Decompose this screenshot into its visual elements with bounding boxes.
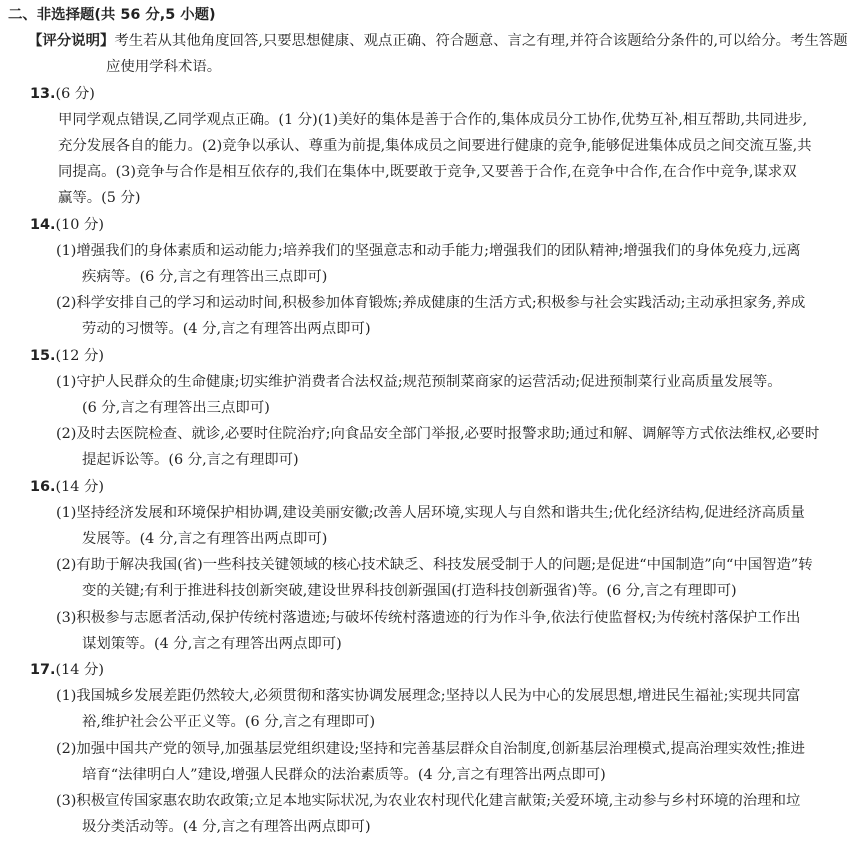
scoring-note-line [8, 28, 851, 54]
scoring-note-tag: 【评分说明】 [28, 33, 115, 50]
answer-line: (2)科学安排自己的学习和运动时间,积极参加体育锻炼;养成健康的生活方式;积极参与社会实践活动;主动承担家务,养成 [56, 295, 806, 312]
question-number: 17. [30, 662, 56, 679]
answer-line: 提起诉讼等。(6 分,言之有理即可) [82, 452, 299, 469]
question-header [8, 212, 851, 238]
scoring-note-continuation: 应使用学科术语。 [106, 59, 222, 76]
question-score: (6 分) [55, 85, 95, 102]
answer-line: (1)增强我们的身体素质和运动能力;培养我们的坚强意志和动手能力;增强我们的团队精神;增强我们的身体免疫力,远离 [56, 242, 801, 259]
question-number: 13. [30, 85, 56, 102]
scoring-note-text: 考生若从其他角度回答,只要思想健康、观点正确、符合题意、言之有理,并符合该题给分条件的,可以给分。考生答题 [114, 33, 848, 50]
answer-item [8, 238, 851, 290]
answer-line: 裕,维护社会公平正义等。(6 分,言之有理即可) [82, 714, 376, 731]
answer-line: 甲同学观点错误,乙同学观点正确。(1 分)(1)美好的集体是善于合作的,集体成员分工协作,优势互补,相互帮助,共同进步, [58, 111, 808, 128]
answer-line: (6 分,言之有理答出三点即可) [82, 400, 270, 417]
question-14 [8, 212, 851, 343]
answer-line: 变的关键;有利于推进科技创新突破,建设世界科技创新强国(打造科技创新强省)等。(6 分,言之有理即可) [82, 583, 737, 600]
answer-line: (2)有助于解决我国(省)一些科技关键领域的核心技术缺乏、科技发展受制于人的问题;是促进“中国制造”向“中国智造”转 [56, 557, 813, 574]
answer-line: 疾病等。(6 分,言之有理答出三点即可) [82, 269, 328, 286]
answer-line: (3)积极参与志愿者活动,保护传统村落遗迹;与破坏传统村落遗迹的行为作斗争,依法行使监督权;为传统村落保护工作出 [56, 609, 801, 626]
scoring-note [8, 28, 851, 80]
answer-item [8, 605, 851, 657]
question-15 [8, 343, 851, 474]
answer-line: 圾分类活动等。(4 分,言之有理答出两点即可) [82, 819, 371, 836]
answer-item [8, 500, 851, 552]
answer-line: 谋划策等。(4 分,言之有理答出两点即可) [82, 635, 342, 652]
answer-line: 发展等。(4 分,言之有理答出两点即可) [82, 531, 328, 548]
answer-line: (2)及时去医院检查、就诊,必要时住院治疗;向食品安全部门举报,必要时报警求助;通过和解、调解等方式依法维权,必要时 [56, 426, 820, 443]
answer-line: 赢等。(5 分) [58, 190, 141, 207]
answer-line: 培育“法律明白人”建设,增强人民群众的法治素质等。(4 分,言之有理答出两点即可) [82, 766, 606, 783]
question-score: (12 分) [55, 347, 105, 364]
question-16 [8, 474, 851, 657]
question-score: (14 分) [55, 478, 105, 495]
question-17 [8, 657, 851, 840]
answer-line: 劳动的习惯等。(4 分,言之有理答出两点即可) [82, 321, 371, 338]
question-header [8, 474, 851, 500]
answer-line: (1)坚持经济发展和环境保护相协调,建设美丽安徽;改善人居环境,实现人与自然和谐共生;优化经济结构,促进经济高质量 [56, 504, 805, 521]
question-number: 14. [30, 216, 56, 233]
question-number: 16. [30, 478, 56, 495]
answer-item [8, 290, 851, 342]
answer-sheet [0, 2, 861, 864]
question-header [8, 81, 851, 107]
section-title: 二、非选择题(共 56 分,5 小题) [8, 7, 216, 23]
answer-item [8, 683, 851, 735]
answer-line: 充分发展各自的能力。(2)竞争以承认、尊重为前提,集体成员之间要进行健康的竞争,能够促进集体成员之间交流互鉴,共 [58, 138, 812, 155]
question-score: (10 分) [55, 216, 105, 233]
answer-line: (1)我国城乡发展差距仍然较大,必须贯彻和落实协调发展理念;坚持以人民为中心的发展思想,增进民生福祉;实现共同富 [56, 688, 801, 705]
question-13 [8, 81, 851, 212]
answer-item [8, 736, 851, 788]
answer-line: (1)守护人民群众的生命健康;切实维护消费者合法权益;规范预制菜商家的运营活动;促进预制菜行业高质量发展等。 [56, 373, 782, 390]
answer-item [8, 421, 851, 473]
answer-line: (3)积极宣传国家惠农助农政策;立足本地实际状况,为农业农村现代化建言献策;关爱环境,主动参与乡村环境的治理和垃 [56, 793, 801, 810]
question-score: (14 分) [55, 662, 105, 679]
answer-line: (2)加强中国共产党的领导,加强基层党组织建设;坚持和完善基层群众自治制度,创新基层治理模式,提高治理实效性;推进 [56, 740, 805, 757]
answer-line: 同提高。(3)竞争与合作是相互依存的,我们在集体中,既要敢于竞争,又要善于合作,在竞争中合作,在合作中竞争,谋求双 [58, 164, 797, 181]
answer-item [8, 552, 851, 604]
answer-item [8, 788, 851, 840]
answer-item [8, 369, 851, 421]
question-header [8, 343, 851, 369]
question-header [8, 657, 851, 683]
question-number: 15. [30, 347, 56, 364]
answer-paragraph [8, 107, 851, 212]
